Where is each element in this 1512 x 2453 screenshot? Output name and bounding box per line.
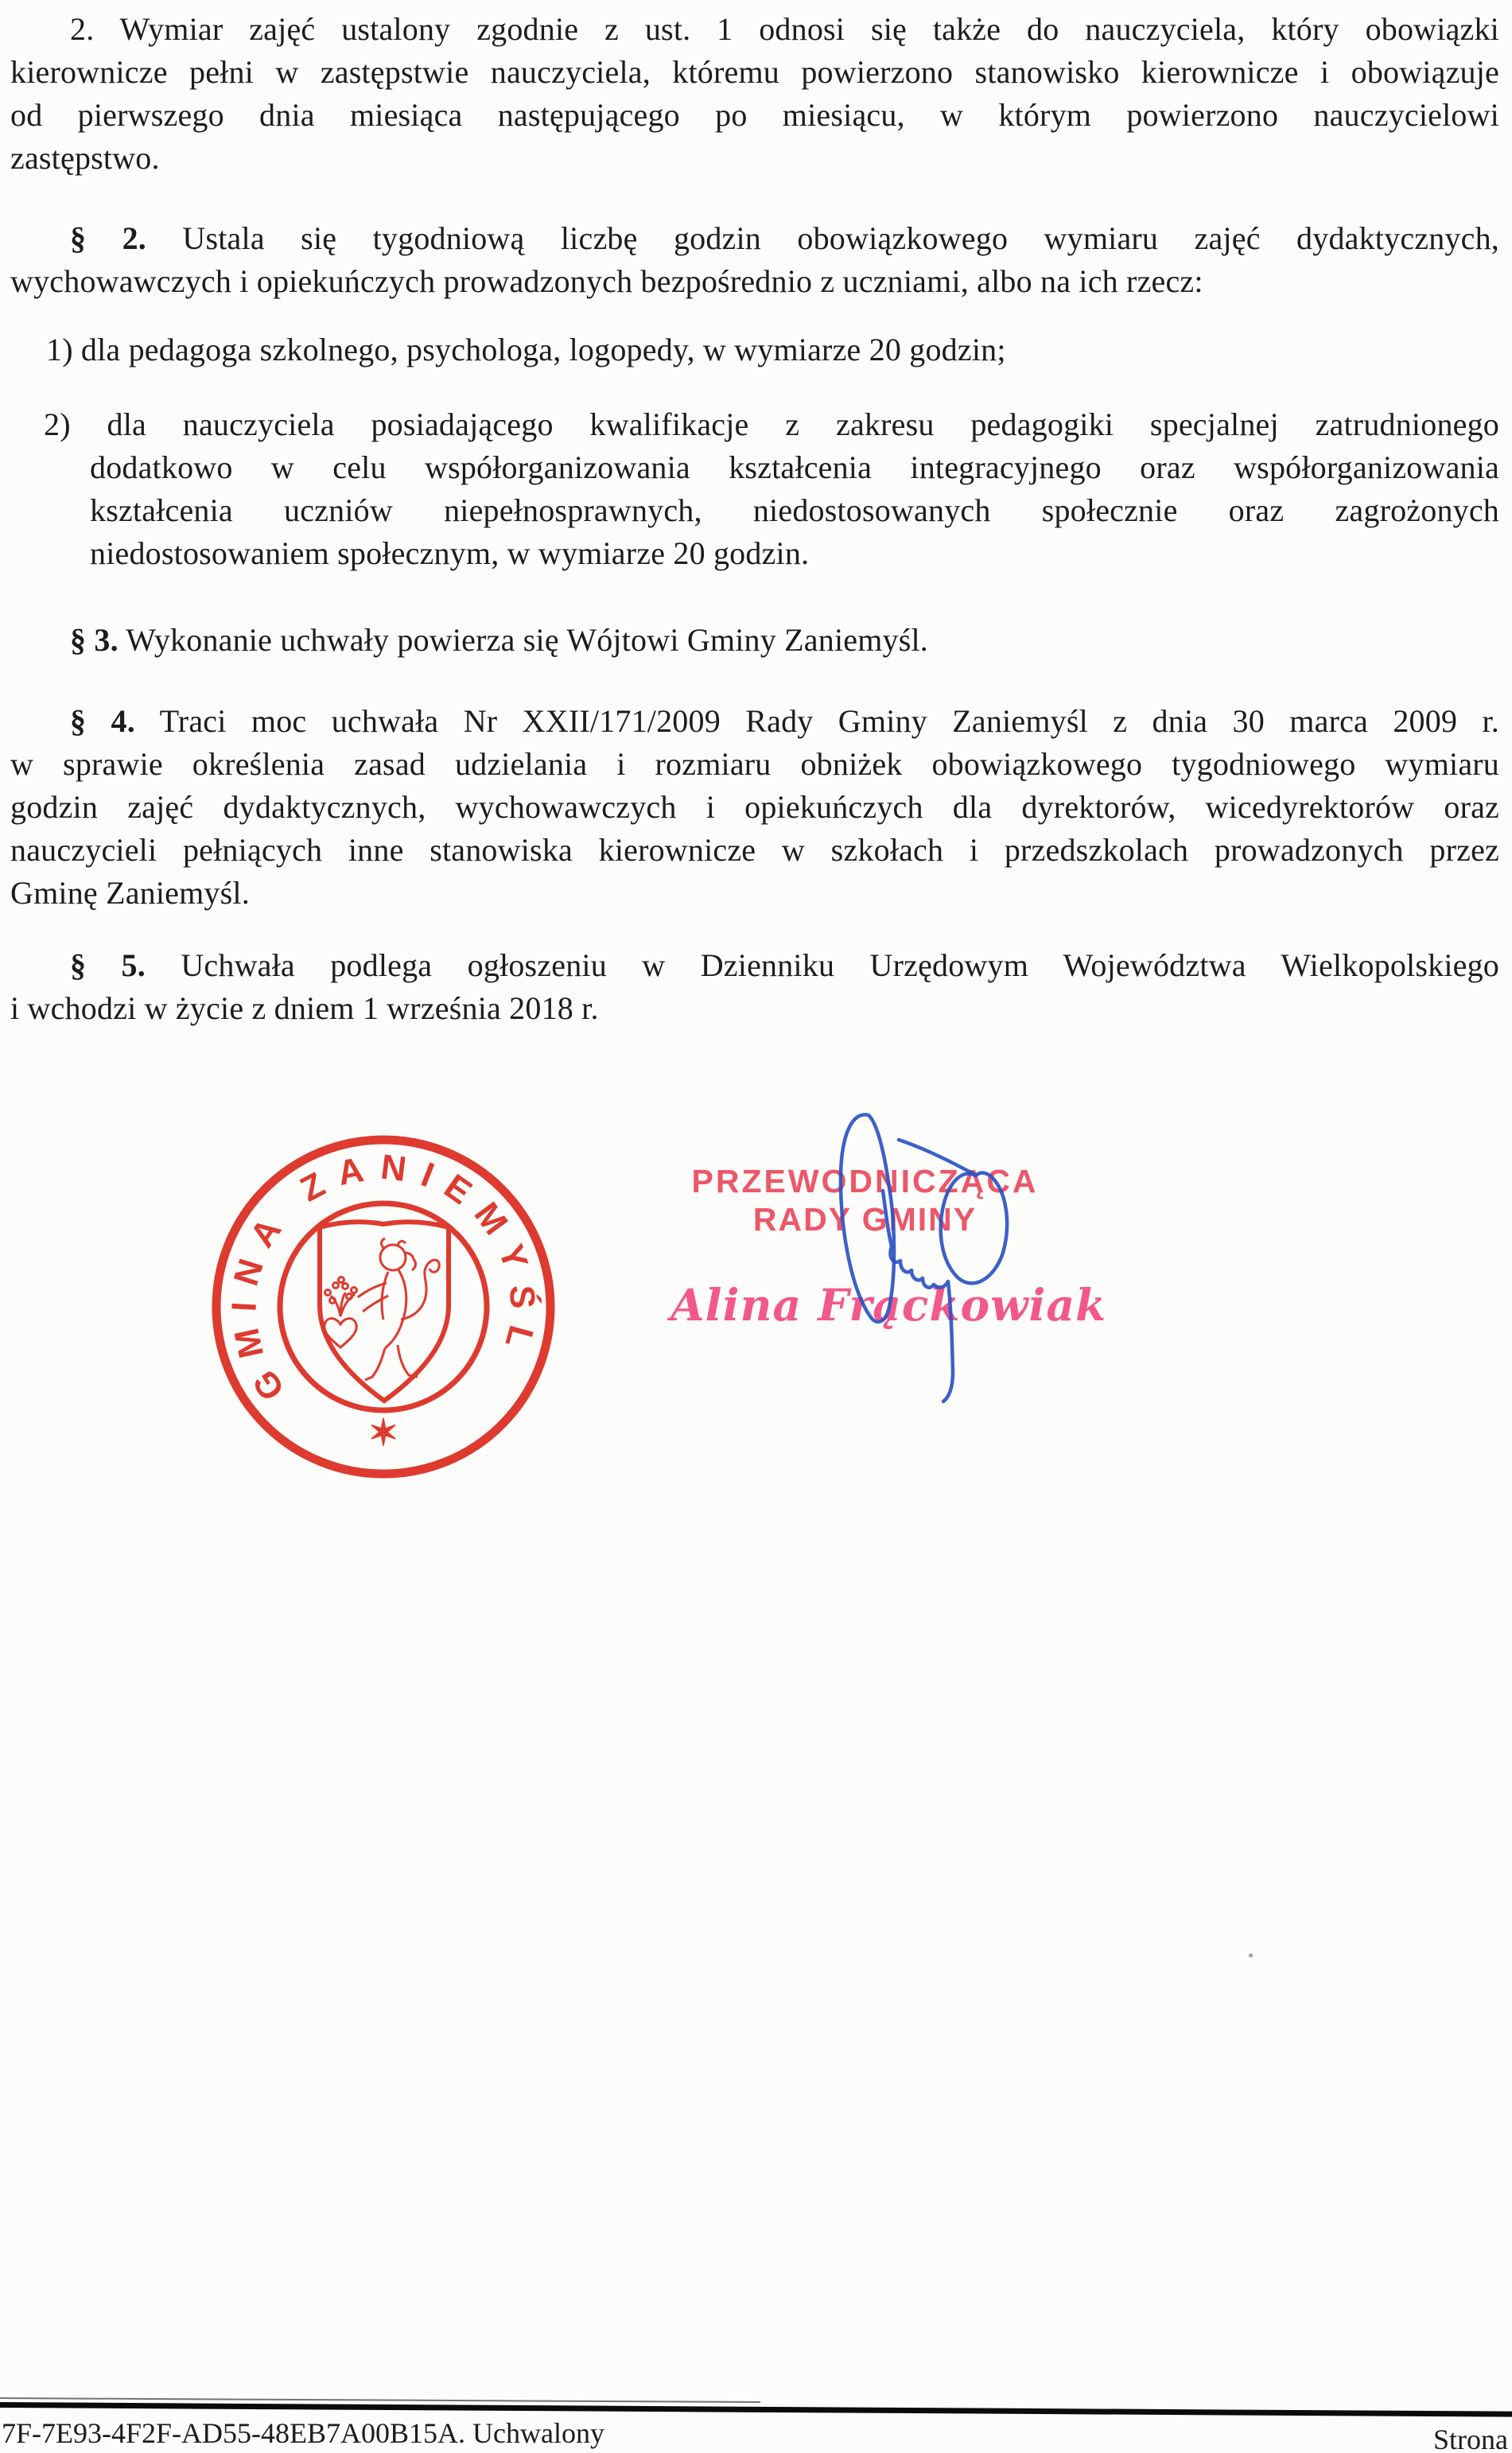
pen-signature (811, 1102, 1034, 1444)
paragraph (10, 217, 1499, 303)
text-line: § 3. Wykonanie uchwały powierza się Wójtowi Gminy Zaniemyśl. (70, 622, 929, 658)
text-line: 2. Wymiar zajęć ustalony zgodnie z ust. 1 odnosi się także do nauczyciela, który obowiązki (70, 11, 1499, 47)
text-line: wychowawczych i opiekuńczych prowadzonych bezpośrednio z uczniami, albo na ich rzecz: (10, 263, 1203, 299)
text-line: § 5. Uchwała podlega ogłoszeniu w Dzienniku Urzędowym Województwa Wielkopolskiego (70, 947, 1499, 983)
text-line: § 4. Traci moc uchwała Nr XXII/171/2009 Rady Gminy Zaniemyśl z dnia 30 marca 2009 r. (70, 703, 1499, 739)
stamp-title-line2: RADY GMINY (752, 1201, 978, 1238)
footer-document-id: 7F-7E93-4F2F-AD55-48EB7A00B15A. Uchwalony (2, 2417, 604, 2449)
stamp-title-line1: PRZEWODNICZĄCA (691, 1163, 1039, 1199)
signature-connector (899, 1140, 975, 1175)
text-line: zastępstwo. (10, 140, 160, 176)
text-line: kierownicze pełni w zastępstwie nauczyciela, któremu powierzono stanowisko kierownicze i obowiązuje (10, 54, 1499, 90)
text-line: nauczycieli pełniących inne stanowiska kierownicze w szkołach i przedszkolach prowadzonych przez (10, 832, 1499, 868)
name-stamp: Alina Frąckowiak (670, 1279, 1107, 1331)
paragraph (10, 619, 1499, 662)
text-line: w sprawie określenia zasad udzielania i rozmiaru obniżek obowiązkowego tygodniowego wymiaru (10, 746, 1499, 782)
footer-rule (0, 2402, 1512, 2417)
seal-arc-text: GMINA ZANIEMYŚL (223, 1147, 542, 1407)
seal-heart-flowers (325, 1277, 357, 1348)
paragraph (10, 944, 1499, 1030)
paragraph (10, 700, 1499, 915)
paragraph (10, 403, 1499, 575)
footer-page-label: Strona (1433, 2424, 1508, 2453)
text-line: 1) dla pedagoga szkolnego, psychologa, logopedy, w wymiarze 20 godzin; (46, 332, 1006, 367)
signature-right-oval (941, 1173, 1007, 1284)
seal-inner-ring (280, 1203, 487, 1410)
text-line: § 2. Ustala się tygodniową liczbę godzin obowiązkowego wymiaru zajęć dydaktycznych, (70, 220, 1499, 256)
text-line: godzin zajęć dydaktycznych, wychowawczych i opiekuńczych dla dyrektorów, wicedyrektorów oraz (10, 789, 1499, 825)
text-line: Gminę Zaniemyśl. (10, 875, 250, 911)
text-line: dodatkowo w celu współorganizowania kształcenia integracyjnego oraz współorganizowania (90, 449, 1499, 485)
text-line: i wchodzi w życie z dniem 1 września 2018 r. (10, 990, 599, 1026)
seal-star-icon: ✶ (367, 1412, 399, 1453)
paragraph (10, 328, 1499, 371)
text-line: kształcenia uczniów niepełnosprawnych, niedostosowanych społecznie oraz zagrożonych (90, 492, 1499, 528)
municipal-seal (192, 1116, 574, 1498)
text-line: 2) dla nauczyciela posiadającego kwalifikacje z zakresu pedagogiki specjalnej zatrudnionego (44, 406, 1499, 442)
scan-speck (1249, 1953, 1253, 1957)
paragraph (10, 8, 1499, 180)
text-line: niedostosowaniem społecznym, w wymiarze 20 godzin. (90, 535, 810, 571)
text-line: od pierwszego dnia miesiąca następującego po miesiącu, w którym powierzono nauczycielowi (10, 97, 1499, 133)
